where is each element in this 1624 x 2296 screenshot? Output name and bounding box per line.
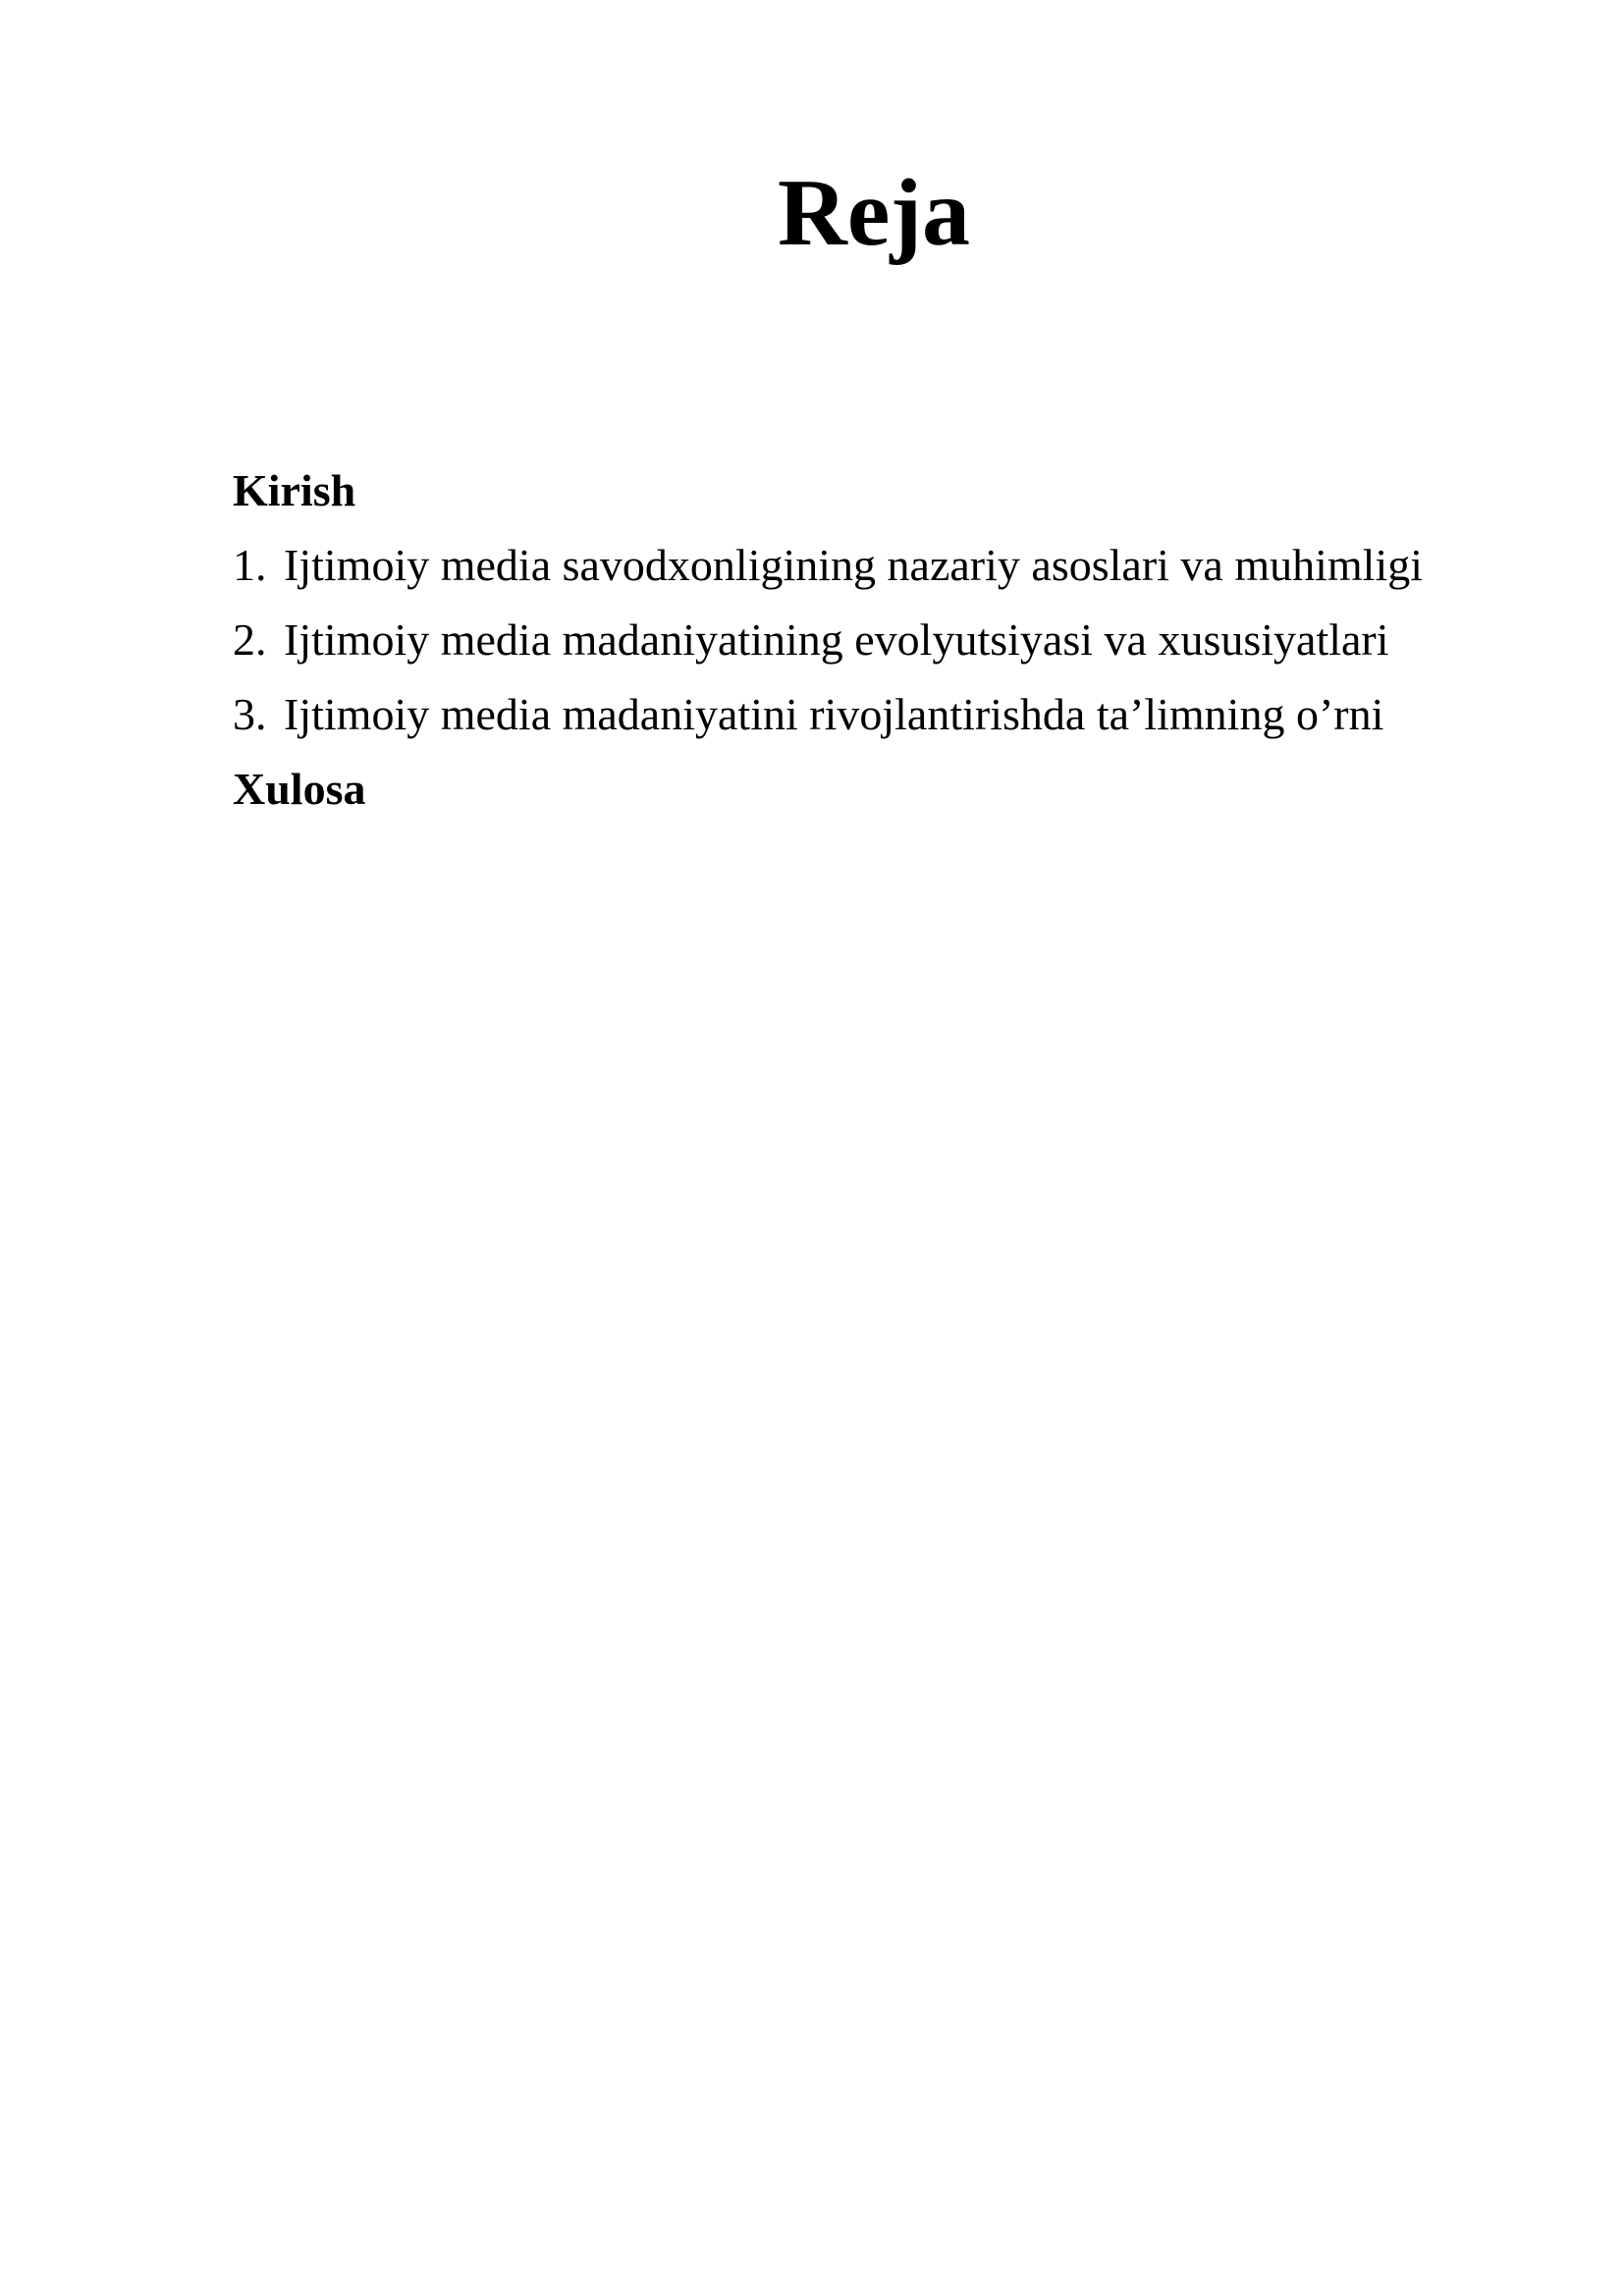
- plan-item-text: Ijtimoiy media madaniyatini rivojlantirishda ta’limning o’rni: [284, 689, 1384, 739]
- plan-item: [233, 528, 1509, 603]
- plan-outline: [233, 454, 1509, 827]
- plan-item-text: Ijtimoiy media madaniyatining evolyutsiyasi va xususiyatlari: [284, 614, 1389, 665]
- page-title: Reja: [778, 160, 970, 266]
- conclusion-heading: Xulosa: [233, 764, 366, 814]
- plan-item-number: 2.: [233, 614, 267, 665]
- plan-list: [233, 528, 1509, 752]
- plan-item-number: 3.: [233, 689, 267, 739]
- plan-item-number: 1.: [233, 540, 267, 590]
- plan-item: [233, 677, 1509, 752]
- plan-item: [233, 603, 1509, 677]
- plan-item-text: Ijtimoiy media savodxonligining nazariy asoslari va muhimligi: [284, 540, 1424, 590]
- intro-heading: Kirish: [233, 465, 356, 515]
